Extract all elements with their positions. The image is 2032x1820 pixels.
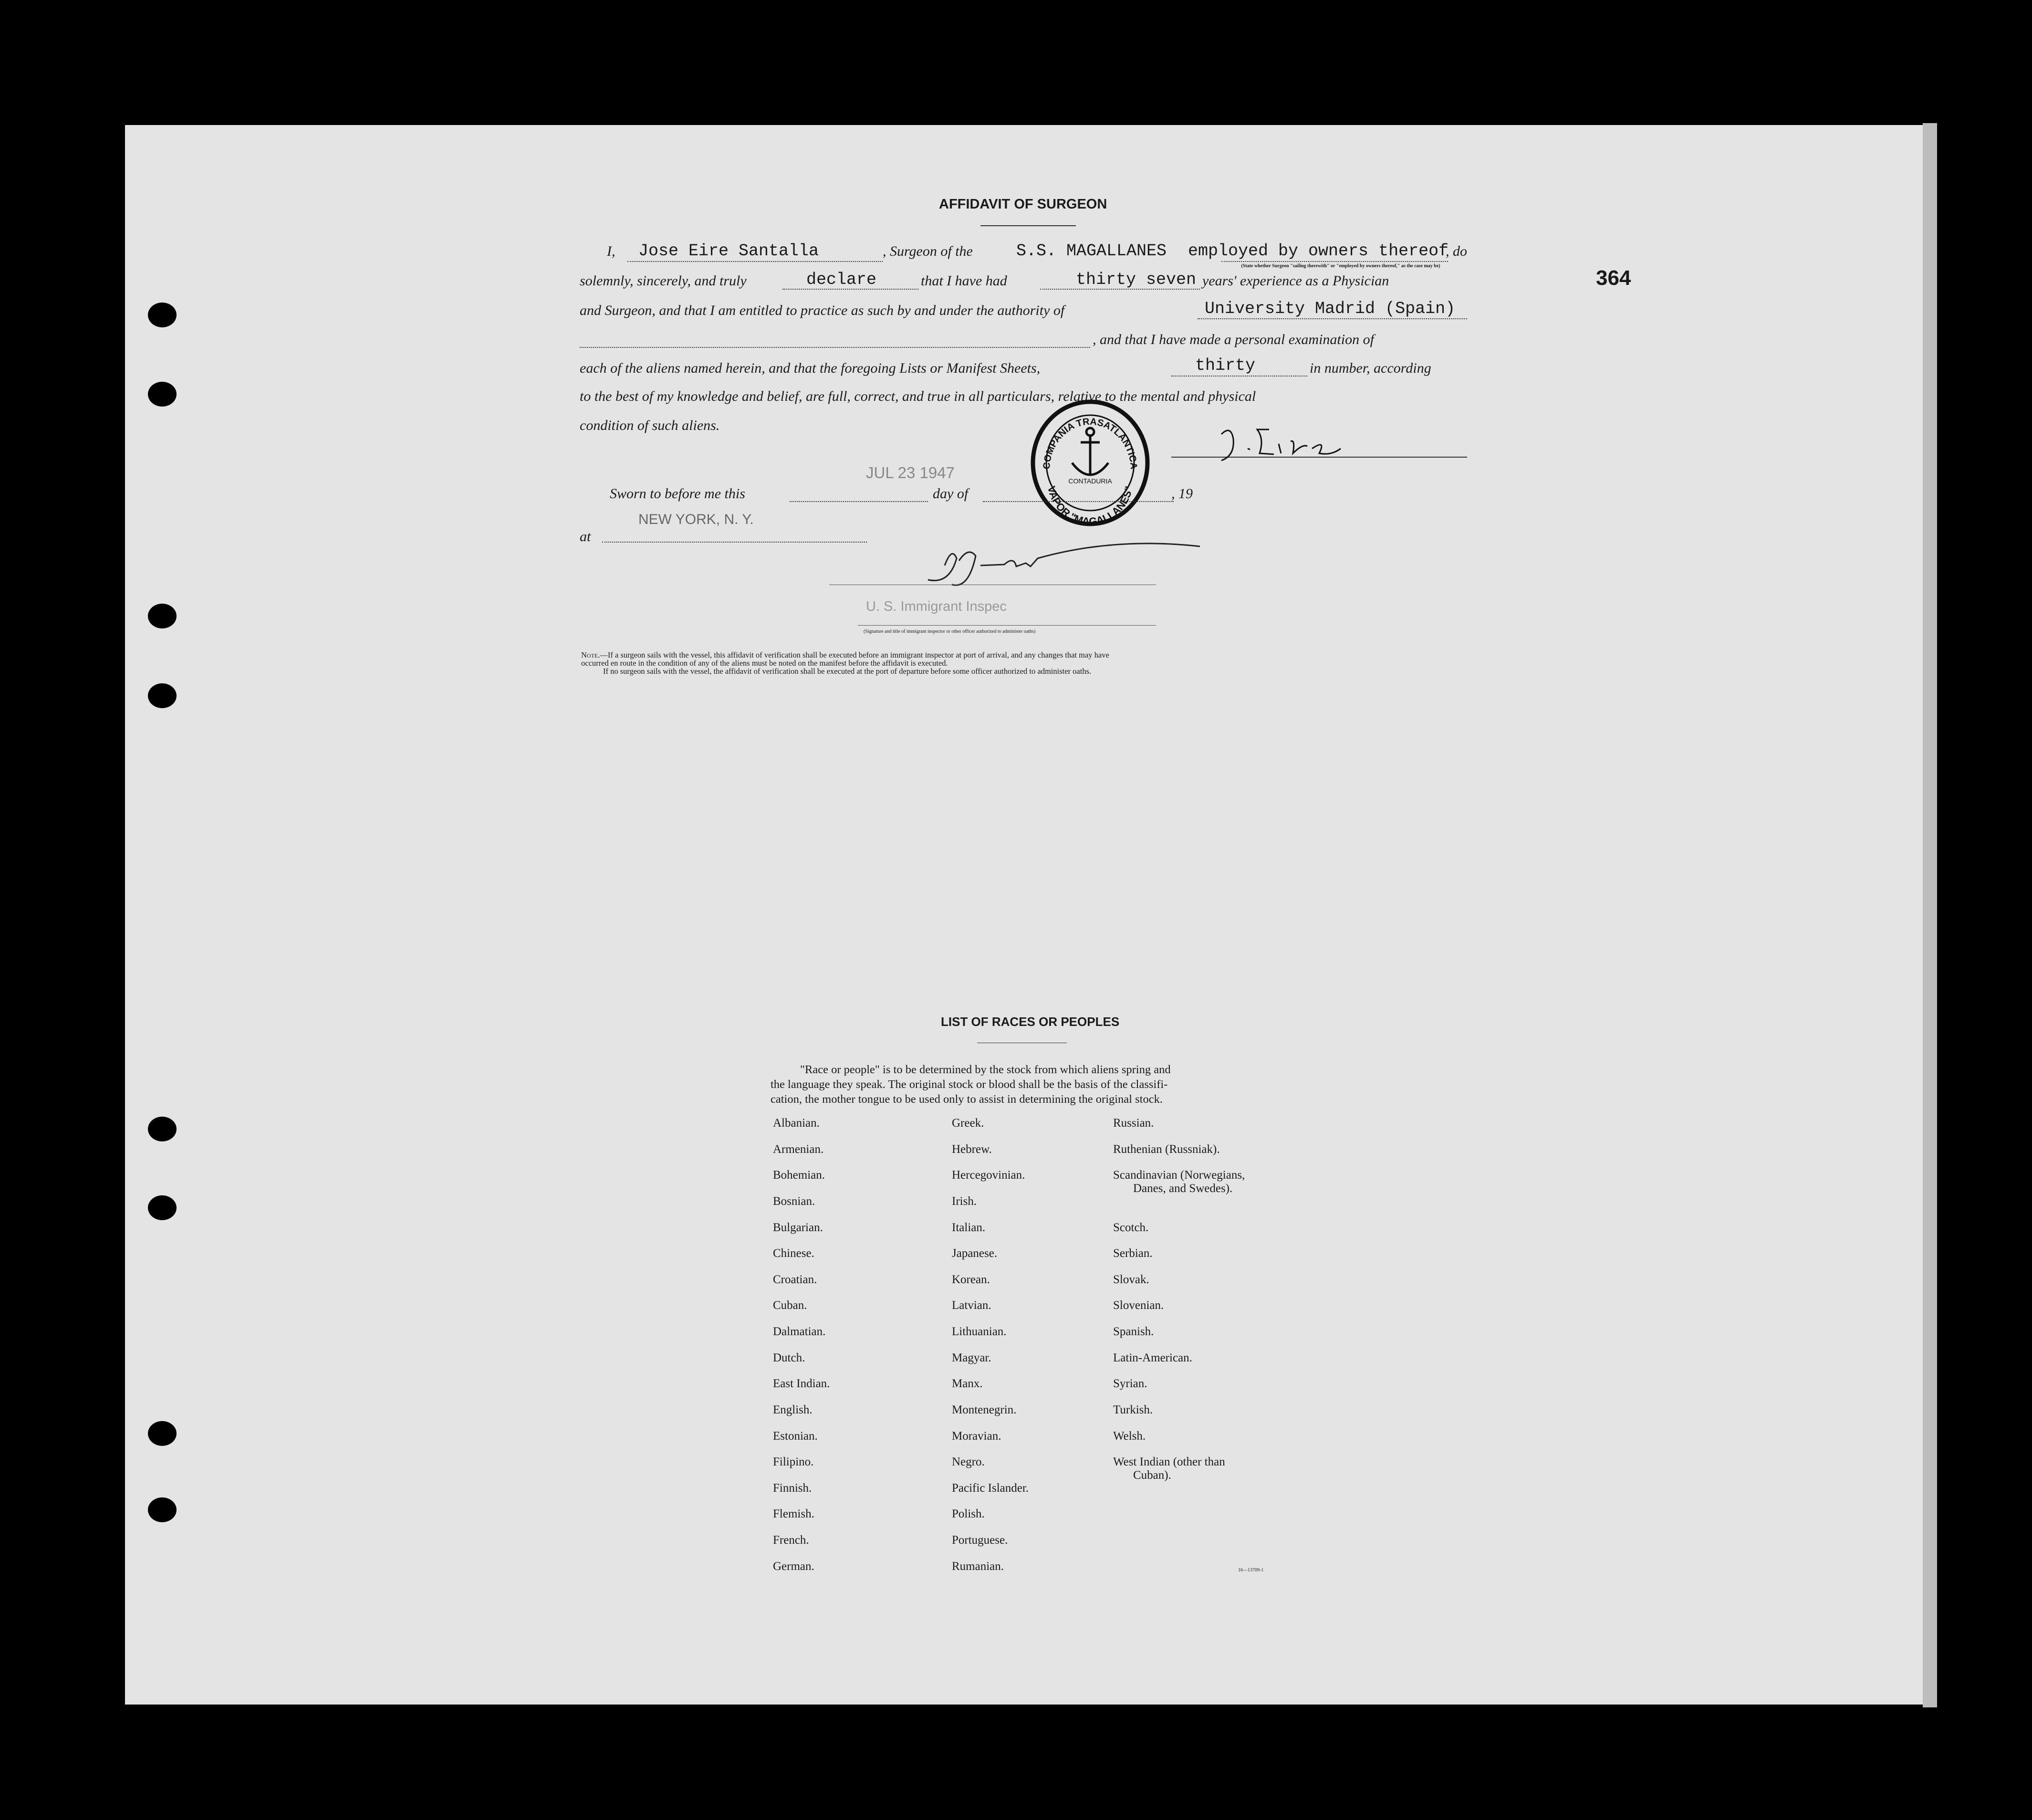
race-item: Pacific Islander. [952,1482,1029,1495]
line2-mid: that I have had [921,273,1007,289]
sworn-day-underline [790,501,928,502]
race-item: Hebrew. [952,1143,992,1156]
race-item: Greek. [952,1117,984,1130]
races-intro-line-2: the language they speak. The original stock or blood shall be the basis of the classifi- [771,1078,1168,1091]
svg-text:VAPOR "MAGALLANES" [1045,485,1135,527]
races-intro-line-1: "Race or people" is to be determined by the stock from which aliens spring and [800,1063,1171,1076]
seal-bottom-text: VAPOR "MAGALLANES" [1045,485,1135,527]
race-item: Latvian. [952,1299,991,1312]
race-item: Russian. [1113,1117,1154,1130]
race-item: Croatian. [773,1273,817,1286]
race-item: Slovak. [1113,1273,1149,1286]
race-item: East Indian. [773,1377,830,1390]
line2-post: years' experience as a Physician [1202,273,1389,289]
ship-name: S.S. MAGALLANES [1016,241,1167,261]
inspector-signature [923,537,1209,589]
sworn-pre: Sworn to before me this [610,486,745,502]
race-item: Spanish. [1113,1325,1154,1338]
race-item: Montenegrin. [952,1403,1017,1416]
race-item: Syrian. [1113,1377,1147,1390]
race-item: Serbian. [1113,1247,1153,1260]
race-item: Armenian. [773,1143,824,1156]
line3-pre: and Surgeon, and that I am entitled to practice as such by and under the authority of [580,303,1065,318]
page-edge [1923,123,1937,1707]
day-of-label: day of [933,486,969,502]
at-place: NEW YORK, N. Y. [638,512,754,527]
line4: , and that I have made a personal examination of [1093,332,1374,347]
declare-value: declare [806,270,877,289]
race-item: Moravian. [952,1430,1001,1443]
punch-hole [148,1421,177,1446]
punch-hole [148,604,177,628]
race-item: Albanian. [773,1117,820,1130]
race-item: Polish. [952,1507,985,1520]
sworn-month-underline [983,501,1174,502]
inspector-stamp: U. S. Immigrant Inspec [866,599,1007,614]
punch-hole [148,303,177,327]
note-label: Note. [581,650,600,659]
race-item: French. [773,1534,809,1547]
employment-value: employed by owners thereof [1188,241,1449,261]
sheets-value: thirty [1195,356,1256,375]
race-item: West Indian (other than [1113,1455,1225,1468]
race-item: Hercegovinian. [952,1169,1025,1182]
race-item: Dalmatian. [773,1325,826,1338]
races-title: LIST OF RACES OR PEOPLES [941,1015,1120,1029]
line1-post: , do [1446,243,1467,259]
race-item: English. [773,1403,813,1416]
line4-underline [580,347,1090,348]
inspector-caption: (Signature and title of immigrant inspector or other officer authorized to administer oaths) [864,629,1036,634]
race-item: Danes, and Swedes). [1133,1182,1233,1195]
race-item: Manx. [952,1377,983,1390]
seal-top-text: COMPAÑIA TRASATLANTICA [1041,416,1139,470]
race-item: Finnish. [773,1482,812,1495]
note-line-3: If no surgeon sails with the vessel, the affidavit of verification shall be executed at the port of departure before some officer authorized to administer oaths. [603,667,1092,676]
race-item: Flemish. [773,1507,814,1520]
note-line-1: —If a surgeon sails with the vessel, this affidavit of verification shall be executed before an immigrant inspector at port of arrival, and any changes that may have [600,650,1109,659]
authority-underline [1198,318,1467,319]
race-item: Cuban. [773,1299,807,1312]
company-seal [1028,398,1152,527]
race-item: Bosnian. [773,1195,815,1208]
line5-pre: each of the aliens named herein, and that the foregoing Lists or Manifest Sheets, [580,360,1041,376]
authority-value: University Madrid (Spain) [1205,299,1456,318]
race-item: Filipino. [773,1455,814,1468]
employment-note: (State whether Surgeon "sailing therewith" or "employed by owners thereof," as the case may be) [1241,263,1440,269]
race-item: Korean. [952,1273,990,1286]
punch-hole [148,1195,177,1220]
page-number: 364 [1596,266,1631,290]
name-underline [627,261,883,262]
surgeon-of-label: , Surgeon of the [883,243,973,259]
race-item: Estonian. [773,1430,818,1443]
punch-hole [148,382,177,407]
race-item: Rumanian. [952,1560,1004,1573]
race-item: Dutch. [773,1351,805,1364]
sheets-underline [1171,376,1307,377]
race-item: Scandinavian (Norwegians, [1113,1169,1245,1182]
line6: to the best of my knowledge and belief, are full, correct, and true in all particulars, relative to the mental and physical [580,388,1256,404]
race-item: Ruthenian (Russniak). [1113,1143,1220,1156]
affidavit-title: AFFIDAVIT OF SURGEON [939,197,1107,212]
race-item: Slovenian. [1113,1299,1164,1312]
race-item: Turkish. [1113,1403,1153,1416]
years-value: thirty seven [1076,270,1197,289]
line2-pre: solemnly, sincerely, and truly [580,273,747,289]
title-rule [980,225,1076,226]
punch-hole [148,1497,177,1522]
punch-hole [148,683,177,708]
race-item: Latin-American. [1113,1351,1192,1364]
employment-underline [1221,261,1448,262]
sworn-stamp-date: JUL 23 1947 [866,464,955,481]
race-item: Negro. [952,1455,985,1468]
at-underline [602,542,867,543]
race-item: Italian. [952,1221,986,1234]
race-item: Portuguese. [952,1534,1008,1547]
race-item: Bulgarian. [773,1221,823,1234]
race-item: German. [773,1560,814,1573]
race-item: Cuban). [1133,1469,1171,1482]
race-item: Magyar. [952,1351,991,1364]
surgeon-name: Jose Eire Santalla [638,241,819,261]
races-intro-line-3: cation, the mother tongue to be used only to assist in determining the original stock. [771,1093,1163,1106]
surgeon-signature [1212,420,1365,465]
line7: condition of such aliens. [580,418,720,433]
anchor-icon [1072,428,1108,475]
races-intro [771,1062,1171,1107]
race-item: Japanese. [952,1247,998,1260]
year-prefix: , 19 [1171,486,1193,502]
race-item: Bohemian. [773,1169,825,1182]
inspector-title-line [858,625,1156,626]
race-item: Scotch. [1113,1221,1149,1234]
note-line-2: occurred en route in the condition of any of the aliens must be noted on the manifest before the affidavit is executed. [581,659,948,668]
affidavit-note [581,651,1109,675]
race-item: Irish. [952,1195,977,1208]
race-item: Lithuanian. [952,1325,1007,1338]
punch-hole [148,1117,177,1141]
affidavit-pre: I, [607,243,615,259]
race-item: Welsh. [1113,1430,1146,1443]
seal-middle-text: CONTADURIA [1068,477,1112,485]
line5-post: in number, according [1310,360,1431,376]
at-label: at [580,529,591,544]
race-item: Chinese. [773,1247,814,1260]
form-number: 16—13709-1 [1238,1568,1264,1573]
